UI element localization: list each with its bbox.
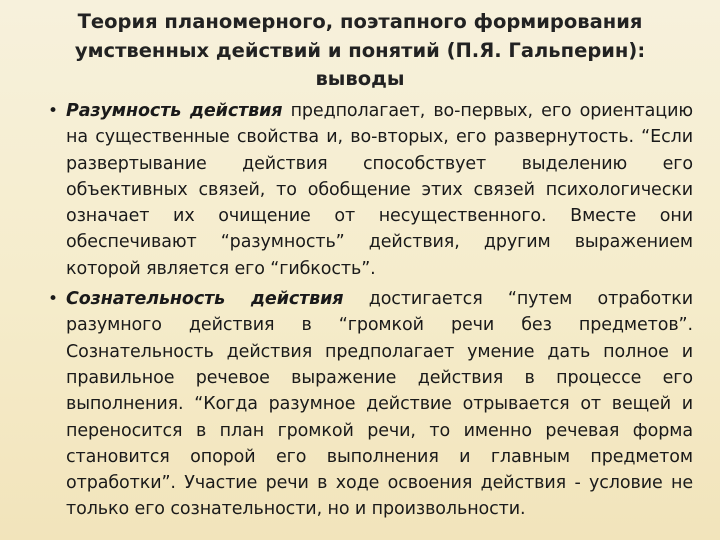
bullet-term: Сознательность действия [66, 289, 344, 310]
bullet-dot-icon: • [48, 289, 58, 310]
bullet-term: Разумность действия [66, 101, 283, 121]
bullet-text: предполагает, во-первых, его ориентацию на существенные свойства и, во-вторых, его развернутость. “Если развертывание действия способствует выделению его объективных связей, то обобщение этих связей психологически означает их очищение от несущественного. Вместе они обеспечивают “разумность” действия, другим выражением которой является его “гибкость”. [66, 101, 693, 279]
bullet-text: достигается “путем отработки разумного действия в “громкой речи без предметов”. Сознательность действия предполагает умение дать полное и правильное речевое выражение действия в процессе его выполнения. “Когда разумное действие отрывается от вещей и переносится в план громкой речи, то именно речевая форма становится опорой его выполнения и главным предметом отработки”. Участие речи в ходе освоения действия - условие не только его сознательности, но и произвольности. [66, 289, 693, 520]
bullet-dot-icon: • [48, 101, 58, 121]
title-line-3: выводы [315, 67, 405, 90]
slide-title [60, 8, 660, 94]
bullet-list [48, 98, 693, 527]
title-line-2: умственных действий и понятий (П.Я. Гальперин): [74, 38, 646, 62]
title-line-1: Теория планомерного, поэтапного формирования [77, 10, 643, 33]
bullet-item-reasonableness [48, 98, 693, 282]
bullet-item-consciousness [48, 286, 693, 523]
